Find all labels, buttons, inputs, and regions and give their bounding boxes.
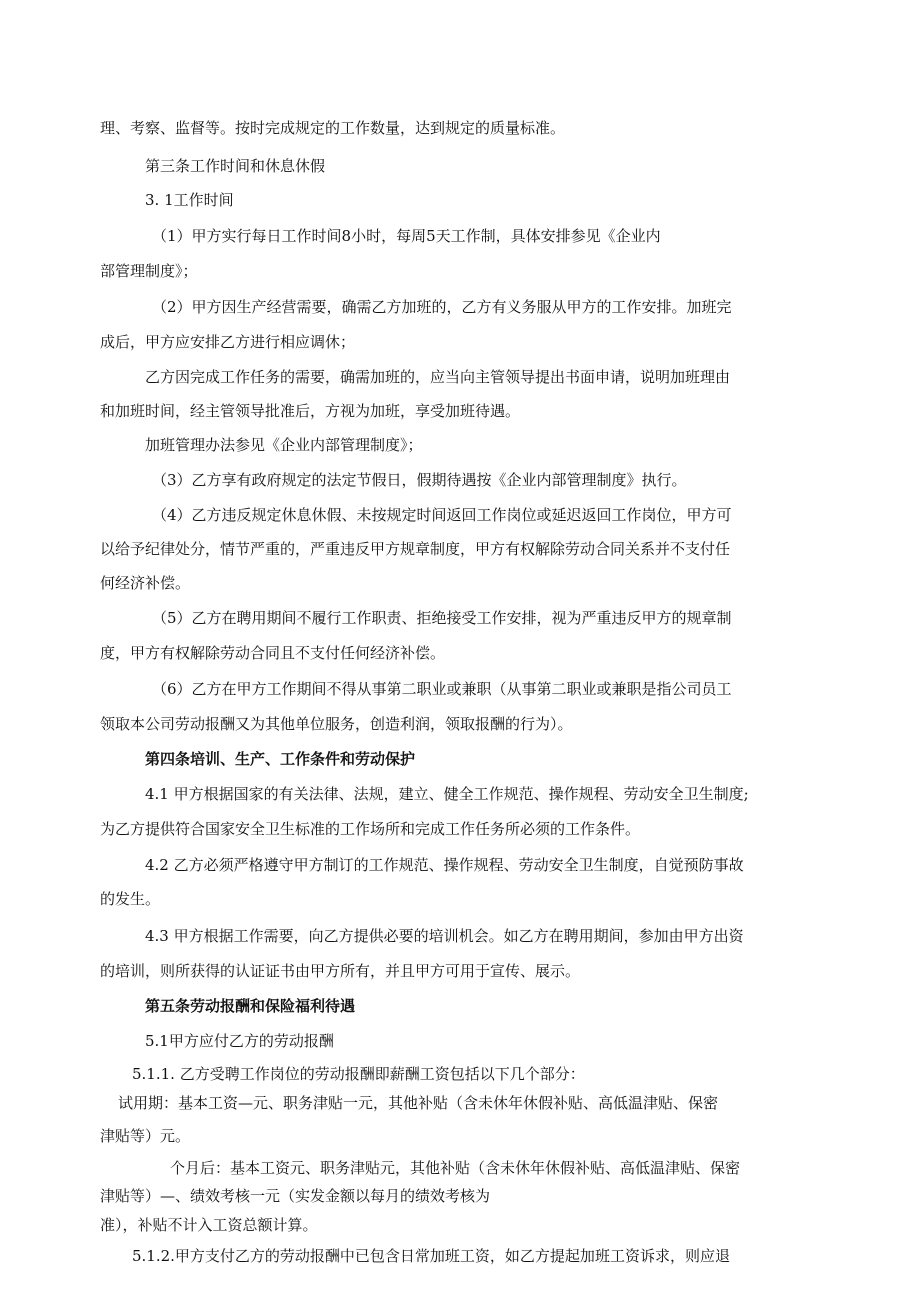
paragraph-line: 5.1.1. 乙方受聘工作岗位的劳动报酬即薪酬工资包括以下几个部分： [132,1065,585,1083]
paragraph-line: （6）乙方在甲方工作期间不得从事第二职业或兼职（从事第二职业或兼职是指公司员工 [152,680,732,698]
subsection-heading: 5.1甲方应付乙方的劳动报酬 [145,1032,334,1050]
paragraph-line: 试用期：基本工资—元、职务津贴一元，其他补贴（含未休年休假补贴、高低温津贴、保密 [118,1094,719,1112]
subsection-heading: 3. 1工作时间 [145,191,234,209]
paragraph-line: （4）乙方违反规定休息休假、未按规定时间返回工作岗位或延迟返回工作岗位，甲方可 [152,506,732,524]
paragraph-line: （2）甲方因生产经营需要，确需乙方加班的，乙方有义务服从甲方的工作安排。加班完 [152,298,732,316]
paragraph-line: 理、考察、监督等。按时完成规定的工作数量，达到规定的质量标准。 [100,119,566,137]
paragraph-line: 为乙方提供符合国家安全卫生标准的工作场所和完成工作任务所必须的工作条件。 [100,820,641,838]
section-heading: 第五条劳动报酬和保险福利待遇 [145,997,356,1015]
paragraph-line: 的培训，则所获得的认证证书由甲方所有，并且甲方可用于宣传、展示。 [100,962,581,980]
paragraph-line: 5.1.2.甲方支付乙方的劳动报酬中已包含日常加班工资，如乙方提起加班工资诉求，则应退 [132,1247,730,1265]
paragraph-line: 领取本公司劳动报酬又为其他单位服务，创造利润，领取报酬的行为）。 [100,715,573,733]
paragraph-line: （5）乙方在聘用期间不履行工作职责、拒绝接受工作安排，视为严重违反甲方的规章制 [152,609,732,627]
paragraph-line: 以给予纪律处分，情节严重的，严重违反甲方规章制度，甲方有权解除劳动合同关系并不支付任 [100,540,731,558]
paragraph-line: 部管理制度》； [100,262,198,280]
paragraph-line: 准），补贴不计入工资总额计算。 [100,1216,318,1234]
paragraph-line: 乙方因完成工作任务的需要，确需加班的，应当向主管领导提出书面申请，说明加班理由 [145,368,731,386]
paragraph-line: 成后，甲方应安排乙方进行相应调休； [100,333,356,351]
paragraph-line: 津贴等）元。 [100,1127,191,1145]
paragraph-line: 4.2 乙方必须严格遵守甲方制订的工作规范、操作规程、劳动安全卫生制度，自觉预防事故 [145,856,744,874]
section-heading: 第四条培训、生产、工作条件和劳动保护 [145,750,416,768]
paragraph-line: 4.1 甲方根据国家的有关法律、法规，建立、健全工作规范、操作规程、劳动安全卫生制度; [145,785,749,803]
paragraph-line: 加班管理办法参见《企业内部管理制度》； [145,436,423,454]
paragraph-line: （3）乙方享有政府规定的法定节假日，假期待遇按《企业内部管理制度》执行。 [152,471,687,489]
section-heading: 第三条工作时间和休息休假 [145,157,326,175]
paragraph-line: 个月后：基本工资元、职务津贴元，其他补贴（含未休年休假补贴、高低温津贴、保密 [170,1159,741,1177]
paragraph-line: 津贴等）—、绩效考核一元（实发金额以每月的绩效考核为 [100,1187,491,1205]
paragraph-line: 4.3 甲方根据工作需要，向乙方提供必要的培训机会。如乙方在聘用期间，参加由甲方出资 [145,927,744,945]
paragraph-line: 何经济补偿。 [100,574,191,592]
paragraph-line: （1）甲方实行每日工作时间8小时，每周5天工作制，具体安排参见《企业内 [152,227,661,245]
paragraph-line: 和加班时间，经主管领导批准后，方视为加班，享受加班待遇。 [100,402,521,420]
paragraph-line: 的发生。 [100,890,161,908]
paragraph-line: 度，甲方有权解除劳动合同且不支付任何经济补偿。 [100,644,446,662]
